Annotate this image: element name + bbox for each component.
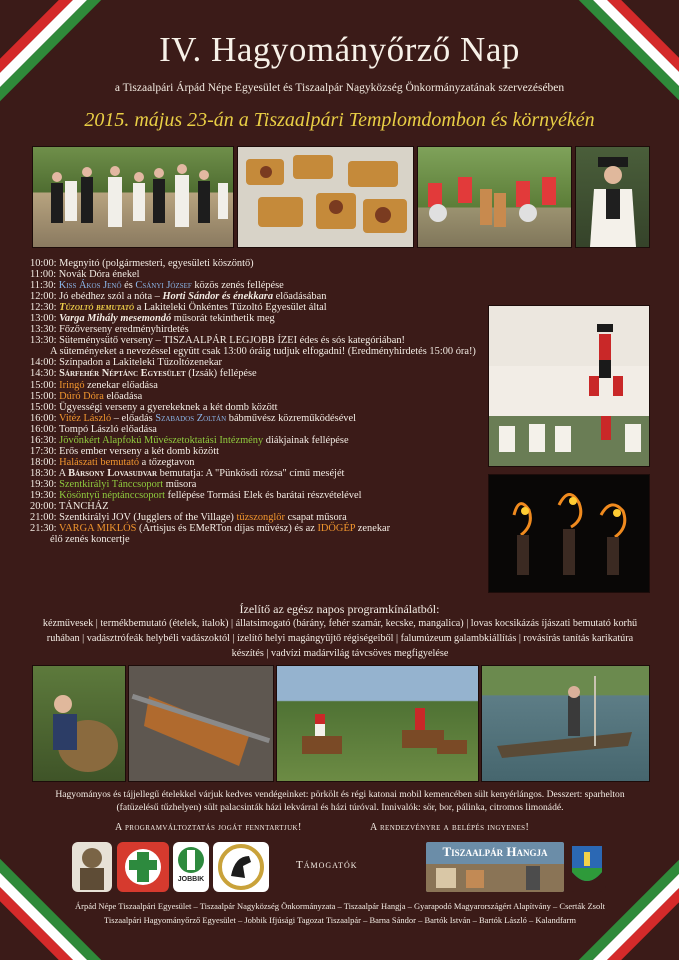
schedule-highlight: Csányi József <box>135 280 192 292</box>
schedule-row <box>30 512 630 523</box>
schedule-text: előadása <box>103 390 143 402</box>
schedule-text: műsorát tekinthetik meg <box>171 313 275 325</box>
schedule-text: 16:00: Tompó László előadása <box>30 423 157 435</box>
tiszaalpar-hangja-title: Tiszaalpár Hangja <box>442 844 548 859</box>
schedule-text: zenekar <box>355 523 391 535</box>
photo-drum-band <box>417 146 572 248</box>
schedule-text: közös zenés fellépése <box>191 280 284 292</box>
schedule-text: 18:30: A <box>30 467 69 479</box>
tiszaalpar-hangja-logo <box>426 842 564 892</box>
arpad-portrait-logo <box>72 842 112 892</box>
schedule-text: 21:00: Szentkirályi JOV (Jugglers of the Village) <box>30 512 237 524</box>
schedule-row <box>30 391 630 402</box>
poster-title: IV. Hagyományőrző Nap <box>159 30 520 69</box>
offerings-title: Ízelítő az egész napos programkínálatból: <box>239 602 440 616</box>
schedule-row <box>30 380 630 391</box>
sponsors-label: Támogatók <box>296 859 358 871</box>
schedule-row <box>30 479 630 490</box>
schedule-row <box>30 435 630 446</box>
schedule-row <box>30 534 630 545</box>
event-date-line: 2015. május 23-án a Tiszaalpári Templomdombon és környékén <box>84 109 595 131</box>
schedule-text: a Lakiteleki Önkéntes Tűzoltó Egyesület által <box>134 302 327 314</box>
schedule-highlight: Varga Mihály mesemondó <box>59 313 172 325</box>
schedule-text: 14:30: <box>30 368 60 380</box>
schedule-row <box>30 280 630 291</box>
schedule-highlight: Vitéz László <box>58 412 112 424</box>
photo-basket-weaver <box>32 665 126 782</box>
schedule-text: 13:00: <box>30 313 60 325</box>
schedule-text: 12:30: <box>30 302 60 314</box>
schedule-row <box>30 446 630 457</box>
schedule-text: – előadás <box>111 412 156 424</box>
photo-crowd-folk-costumes <box>32 146 234 248</box>
schedule-row <box>30 269 630 280</box>
schedule-row <box>30 523 630 534</box>
jobbik-logo <box>173 842 209 892</box>
schedule-highlight: Horti Sándor és énekkara <box>162 291 274 303</box>
schedule-row <box>30 258 630 269</box>
schedule-text: bemutatja: A "Pünkösdi rózsa" című meséjét <box>157 467 345 479</box>
free-entry-notice: A rendezvényre a belépés ingyenes! <box>370 822 530 833</box>
schedule-text: 13:30: Süteménysütő verseny – TISZAALPÁR LEGJOBB ÍZEI édes és sós kategóriában! <box>30 335 405 347</box>
schedule-text: 16:30: <box>30 434 60 446</box>
offerings-text: kézművesek | termékbemutató (ételek, italok) | állatsimogató (bárány, fehér szamár, kecske, mangalica) | lovas kocsikázás íjászati bemutató korhű ruhában | vadásztrófeák helybéli vadászoktól | ízelítő helyi magángyűjtő régiségeiből | falumúzeum galambkiállítás | rovásírás tanítás karikatúra készítés | vadvízi madárvilág távcsöves megfigyelése <box>42 618 638 659</box>
schedule-highlight: Szabados Zoltán <box>155 412 227 424</box>
schedule-text: 16:00: <box>30 412 59 424</box>
program-change-notice: A programváltoztatás jogát fenntartjuk! <box>115 822 302 833</box>
schedule-highlight: tűzszonglőr <box>236 512 285 524</box>
schedule-text: 13:30: Főzőverseny eredményhirdetés <box>30 324 189 336</box>
schedule-text: 15:00: Ügyességi verseny a gyerekeknek a két domb között <box>30 401 278 413</box>
program-schedule <box>30 258 630 545</box>
schedule-highlight: Sárfehér Néptánc Egyesület <box>59 368 186 380</box>
schedule-row <box>30 501 630 512</box>
schedule-text: A süteményeket a nevezéssel együtt csak 13:00 óráig tudjuk elfogadni! (Eredményhirdetés 15:00 óra!) <box>50 346 476 358</box>
schedule-highlight: Iringó <box>59 379 85 391</box>
schedule-row <box>30 302 630 313</box>
schedule-highlight: IDŐGÉP <box>317 523 356 535</box>
schedule-row <box>30 324 630 335</box>
photo-pastries-table <box>237 146 414 248</box>
schedule-text: 15:00: <box>30 390 60 402</box>
schedule-row <box>30 357 630 368</box>
schedule-text: műsora <box>163 478 197 490</box>
schedule-text: 10:00: Megnyitó (polgármesteri, egyesületi köszöntő) <box>30 258 254 269</box>
photo-fishing-boat <box>481 665 650 782</box>
schedule-highlight: Halászati bemutató <box>59 456 140 468</box>
schedule-row <box>30 413 630 424</box>
schedule-row <box>30 368 630 379</box>
schedule-row <box>30 468 630 479</box>
schedule-text: 12:00: Jó ebédhez szól a nóta – <box>30 291 163 303</box>
schedule-row <box>30 457 630 468</box>
schedule-highlight: Bársony Lovasudvar <box>68 467 158 479</box>
schedule-text: diákjainak fellépése <box>263 434 349 446</box>
schedule-text: 18:00: <box>30 456 60 468</box>
schedule-text: (Izsák) fellépése <box>185 368 257 380</box>
schedule-row <box>30 291 630 302</box>
photo-horse-riders <box>276 665 479 782</box>
footer-line-1: Árpád Népe Tiszaalpári Egyesület – Tiszaalpár Nagyközség Önkormányzata – Tiszaalpár Hangja – Gyarapodó Magyarországért Alapítvány – Cserták Zsolt <box>75 901 605 911</box>
schedule-text: 17:30: Erős ember verseny a két domb között <box>30 445 220 457</box>
schedule-highlight: Jövőnkért Alapfokú Művészetoktatási Intézmény <box>59 434 264 446</box>
schedule-text: és <box>121 280 136 292</box>
schedule-highlight: Dúró Dóra <box>59 390 104 402</box>
schedule-row <box>30 424 630 435</box>
schedule-text: fellépése Tormási Elek és barátai részvételével <box>165 489 362 501</box>
schedule-text: a tőzegtavon <box>139 456 195 468</box>
schedule-row <box>30 490 630 501</box>
photo-roasting-pig <box>128 665 274 782</box>
coat-of-arms-logo <box>568 842 606 892</box>
schedule-row <box>30 335 630 346</box>
schedule-text: (Artisjus és EMeRTon díjas művész) és az <box>136 523 318 535</box>
schedule-text: zenekar előadása <box>84 379 158 391</box>
schedule-text: előadásában <box>273 291 327 303</box>
schedule-highlight: Kösöntyű néptánccsoport <box>59 489 166 501</box>
schedule-text: 19:30: <box>30 478 60 490</box>
schedule-row <box>30 346 630 357</box>
schedule-text: 14:00: Színpadon a Lakiteleki Tűzoltózenekar <box>30 357 222 369</box>
schedule-text: csapat műsora <box>284 512 347 524</box>
schedule-row <box>30 402 630 413</box>
schedule-highlight: Kiss Ákos Jenő <box>58 280 122 292</box>
schedule-text: 11:00: Novák Dóra énekel <box>30 269 140 281</box>
schedule-row <box>30 313 630 324</box>
schedule-highlight: VARGA MIKLÓS <box>58 523 137 535</box>
poster-subtitle: a Tiszaalpári Árpád Népe Egyesület és Tiszaalpár Nagyközség Önkormányzatának szervezésében <box>114 82 565 94</box>
schedule-text: 15:00: <box>30 379 60 391</box>
schedule-text: 19:30: <box>30 489 60 501</box>
schedule-highlight: Szentkirályi Tánccsoport <box>59 478 164 490</box>
schedule-text: bábművész közreműködésével <box>226 412 356 424</box>
footer-line-2: Tiszaalpári Hagyományőrző Egyesület – Jobbik Ifjúsági Tagozat Tiszaalpár – Barna Sándor – Bartók István – Bartók László – Kalandfarm <box>104 915 576 925</box>
food-description: Hagyományos és tájjellegű ételekkel várjuk kedves vendégeinket: pörkölt és régi katonai mobil kemencében sült kenyérlángos. Desszert: sparhelton (fatüzelésű tűzhelyen) sült palacsinták házi lekvárral és házi túróval. Innivalók: sör, bor, pálinka, citromos limonádé. <box>55 789 625 813</box>
schedule-text: 20:00: TÁNCHÁZ <box>30 501 109 513</box>
photo-singer-microphone <box>575 146 650 248</box>
red-green-cross-logo <box>117 842 169 892</box>
supporters-footer <box>30 899 650 927</box>
schedule-text: 21:30: <box>30 523 59 535</box>
schedule-text: 11:30: <box>30 280 59 292</box>
schedule-text: élő zenés koncertje <box>50 534 130 546</box>
horse-logo <box>213 842 269 892</box>
schedule-highlight: Tűzoltó bemutató <box>59 302 135 314</box>
jobbik-text: JOBBIK <box>177 876 205 883</box>
